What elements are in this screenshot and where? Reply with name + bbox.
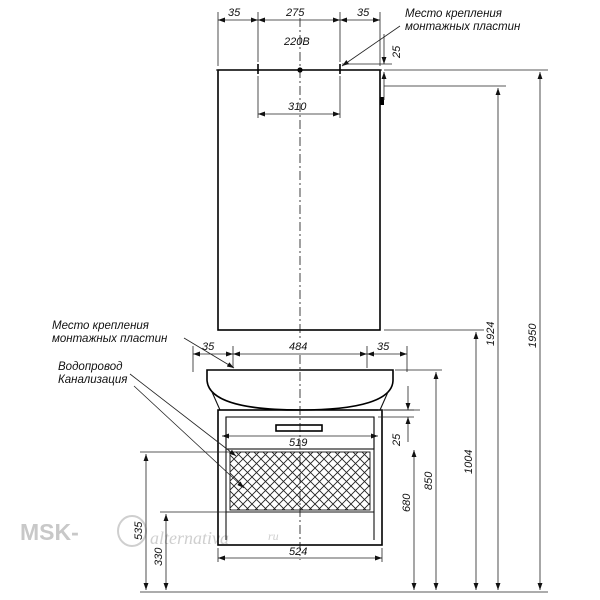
power-label: 220В — [284, 36, 310, 48]
mirror-offset-dimension — [342, 34, 403, 100]
drawer-handle-icon — [276, 425, 322, 431]
mirror-cabinet — [216, 18, 384, 338]
dim-mirror-socket-span: 310 — [288, 101, 307, 113]
dim-height-535: 535 — [133, 521, 145, 540]
dim-height-1004: 1004 — [463, 449, 475, 474]
mount-label-mid — [52, 320, 244, 488]
mount-label-top-line2: монтажных пластин — [405, 21, 521, 33]
drawer-width-dimension — [222, 436, 378, 449]
dim-height-850: 850 — [423, 471, 435, 490]
dim-height-1924: 1924 — [485, 321, 497, 346]
dim-drawer-width: 519 — [289, 437, 308, 449]
sewer-label: Канализация — [58, 374, 128, 386]
watermark-suffix: ru — [268, 529, 279, 543]
dim-mirror-offset: 25 — [391, 45, 403, 58]
watermark-brand: MSK- — [20, 519, 79, 545]
dim-vanity-right: 35 — [377, 341, 390, 353]
dim-height-680: 680 — [401, 493, 413, 512]
dim-vanity-width: 484 — [289, 341, 308, 353]
dim-height-1950: 1950 — [527, 323, 539, 348]
vertical-dimensions — [133, 70, 548, 592]
dim-mirror-plate-gap: 275 — [286, 7, 305, 19]
dim-cabinet-base: 524 — [289, 546, 308, 558]
dim-vanity-left: 35 — [202, 341, 215, 353]
dim-mirror-right: 35 — [357, 7, 370, 19]
dim-height-330: 330 — [153, 547, 165, 566]
mount-label-mid-line2: монтажных пластин — [52, 333, 168, 345]
watermark — [20, 516, 279, 548]
dim-drawer-offset: 25 — [391, 433, 403, 446]
watermark-script: alternativa — [150, 528, 229, 548]
dim-mirror-left: 35 — [228, 7, 241, 19]
vanity-unit — [207, 355, 393, 560]
mount-label-mid-line1: Место крепления — [52, 320, 149, 332]
mount-label-top-line1: Место крепления — [405, 8, 502, 20]
mirror-hinge-icon — [380, 97, 384, 105]
water-supply-label: Водопровод — [58, 361, 123, 373]
mirror-socket-dimension — [258, 76, 340, 118]
